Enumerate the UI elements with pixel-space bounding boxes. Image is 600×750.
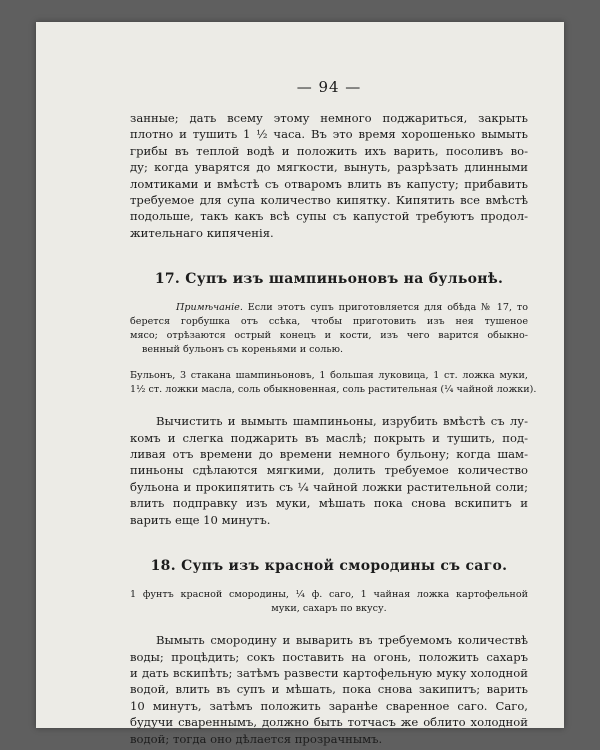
recipe-17-method	[130, 413, 528, 528]
recipe-17-note	[130, 301, 528, 357]
text-line: водой, влить въ супъ и мѣшать, пока снова закипитъ; варить	[130, 682, 528, 697]
text-line: бульона и прокипятить съ ¼ чайной ложки растительной соли;	[130, 479, 528, 494]
text-line: занные; дать всему этому немного поджариться, закрыть	[130, 111, 528, 125]
ingredients-line: 1½ ст. ложки масла, соль обыкновенная, соль растительная (¼ чайной ложки).	[130, 384, 537, 396]
text-line: варить еще 10 минутъ.	[130, 512, 271, 527]
note-line: мясо; отрѣзаются острый конецъ и кости, изъ чего варится обыкно-	[130, 330, 528, 342]
text-line: плотно и тушить 1 ½ часа. Въ это время хорошенько вымыть	[130, 127, 528, 142]
ingredients-line: муки, сахаръ по вкусу.	[271, 603, 387, 615]
text-line: требуемое для супа количество кипятку. Кипятить все вмѣстѣ	[130, 193, 528, 208]
recipe-18-method	[130, 632, 528, 747]
text-line: влить подправку изъ муки, мѣшать пока снова вскипитъ и	[130, 496, 528, 511]
ingredients-line: 1 фунтъ красной смородины, ¼ ф. саго, 1 чайная ложка картофельной	[130, 589, 528, 601]
note-line: венный бульонъ съ кореньями и солью.	[142, 344, 344, 356]
text-line: ломтиками и вмѣстѣ съ отваромъ влить въ капусту; прибавить	[130, 176, 528, 191]
text-line: ливая отъ времени до времени немного бульону; когда шам-	[130, 447, 528, 462]
book-page	[36, 22, 564, 746]
recipe-17-title: 17. Супъ изъ шампиньоновъ на бульонѣ.	[154, 271, 504, 288]
recipe-17-ingredients	[130, 369, 537, 397]
note-text: Если этотъ супъ приготовляется для обѣда № 17, то	[247, 302, 528, 314]
note-line: берется горбушка отъ ссѣка, чтобы приготовить изъ нея тушеное	[130, 316, 528, 328]
intro-paragraph	[130, 110, 528, 241]
spacer	[130, 616, 528, 632]
text-line: пиньоны сдѣлаются мягкими, долить требуемое количество	[130, 463, 528, 478]
text-line: будучи свареннымъ, должно быть тотчасъ же облито холодной	[130, 715, 528, 730]
page-content	[130, 78, 537, 747]
ingredients-line: Бульонъ, 3 стакана шампиньоновъ, 1 большая луковица, 1 ст. ложка муки,	[130, 370, 528, 382]
text-line: грибы въ теплой водѣ и положить ихъ варить, посоливъ во-	[130, 143, 528, 158]
text-line: и дать вскипѣть; затѣмъ развести картофельную муку холодной	[130, 665, 528, 680]
text-line: комъ и слегка поджарить въ маслѣ; покрыть и тушить, под-	[130, 430, 528, 445]
spacer	[130, 397, 528, 413]
note-line	[130, 301, 528, 315]
text-line: водой; тогда оно дѣлается прозрачнымъ.	[130, 731, 383, 746]
recipe-18-title: 18. Супъ изъ красной смородины съ саго.	[150, 558, 508, 575]
page-number: — 94 —	[296, 78, 362, 96]
recipe-18-ingredients	[130, 588, 528, 616]
text-line: ду; когда уварятся до мягкости, вынуть, разрѣзать длинными	[130, 160, 528, 175]
text-line: воды; процѣдить; сокъ поставить на огонь, положить сахаръ	[130, 649, 528, 664]
text-line: Вымыть смородину и выварить въ требуемомъ количествѣ	[156, 633, 528, 648]
text-line: 10 минутъ, затѣмъ положить заранѣе сваренное саго. Саго,	[130, 698, 528, 713]
text-line: подольше, такъ какъ всѣ супы съ капустой требуютъ продол-	[130, 209, 528, 224]
text-line: Вычистить и вымыть шампиньоны, изрубить вмѣстѣ съ лу-	[156, 414, 528, 429]
text-line: жительнаго кипяченія.	[130, 225, 274, 240]
note-label: Примѣчаніе.	[176, 302, 243, 314]
